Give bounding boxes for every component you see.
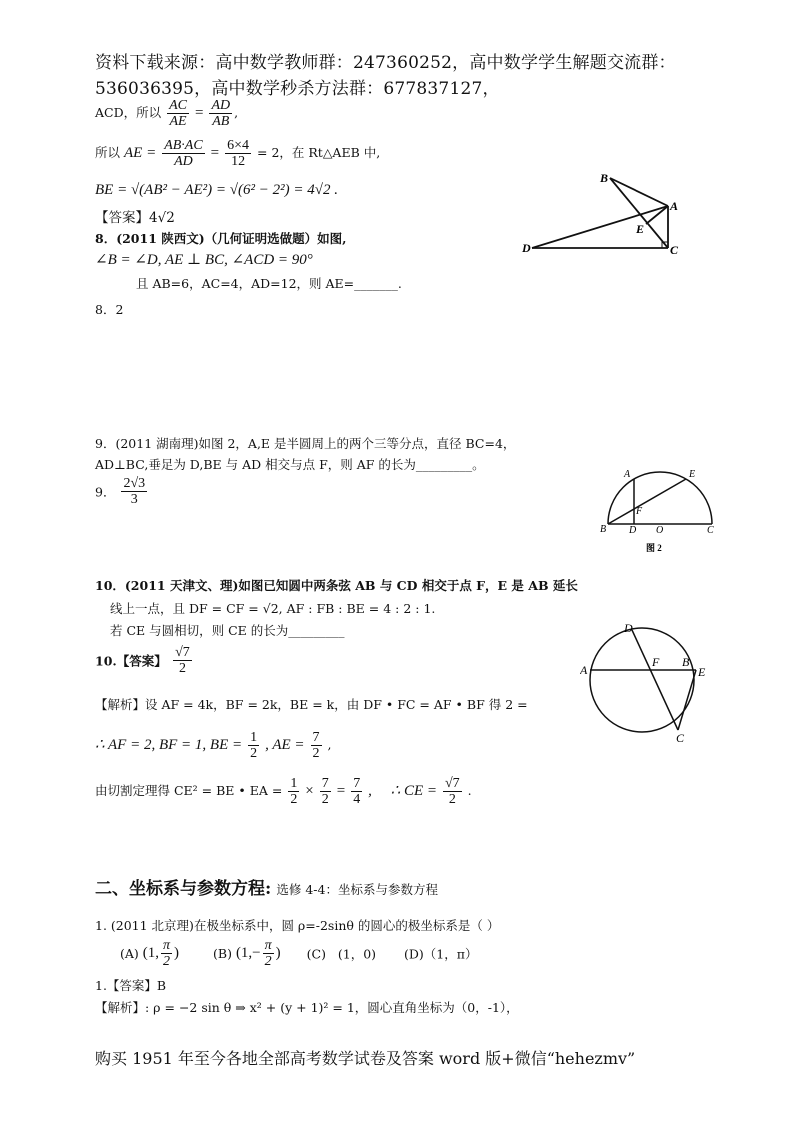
q1-line-1: 1. (2011 北京理)在极坐标系中，圆 ρ=-2sinθ 的圆心的极坐标系是（ ）: [95, 918, 500, 933]
label-a: A: [580, 663, 588, 677]
fraction: $\frac{1}{2}$: [250, 730, 258, 761]
q8-condition: ∠B = ∠D, AE ⊥ BC, ∠ACD = 90°: [95, 252, 313, 268]
q10-line-1: 10．(2011 天津文、理)如图已知圆中两条弦 AB 与 CD 相交于点 F，E 是 AB 延长: [95, 578, 578, 593]
label-e: E: [636, 222, 645, 236]
label-a: A: [670, 199, 679, 213]
label-c: C: [707, 525, 714, 536]
label-c: C: [676, 731, 685, 745]
fraction: $\frac{√7}{2}$: [445, 776, 460, 807]
fraction: $\frac{\pi}{2}$: [264, 938, 272, 969]
fraction: $\frac{2√3}{3}$: [123, 476, 146, 507]
label-d: D: [629, 525, 637, 536]
fraction: $\frac{7}{2}$: [321, 776, 329, 807]
q8-figure: [520, 166, 690, 262]
p7-answer: 【答案】4√2: [95, 210, 175, 226]
label-e: E: [689, 469, 696, 480]
q1-answer: 1.【答案】B: [95, 978, 167, 993]
label-f: F: [652, 655, 660, 669]
fraction: $\frac{√7}{2}$: [175, 645, 190, 676]
header-line-2: 536036395，高中数学秒杀方法群：677837127，: [95, 79, 500, 99]
label-b: B: [600, 171, 609, 185]
q1-analysis: 【解析】: ρ = −2 sin θ ⇒ x² + (y + 1)² = 1，圆心直角坐标为（0，-1），: [95, 1000, 519, 1015]
fraction: $\frac{7}{2}$: [312, 730, 320, 761]
fraction: $\frac{AB\cdot AC}{AD}$: [164, 138, 203, 169]
label-o: O: [656, 525, 664, 536]
p7-line-1: ACD，所以 $\frac{AC}{AE}$ = $\frac{AD}{AB}$ ,: [95, 98, 239, 129]
p7-line-3: BE = √(AB² − AE²) = √(6² − 2²) = 4√2 .: [95, 182, 338, 198]
q10-analysis-2: ∴ AF = 2, BF = 1, BE = $\frac{1}{2}$ , AE = $\frac{7}{2}$ ,: [95, 730, 332, 761]
p7-prefix: ACD，所以: [95, 105, 162, 120]
label-d: D: [624, 621, 633, 635]
figure-caption: 图 2: [646, 543, 662, 553]
fraction: $\frac{7}{4}$: [353, 776, 361, 807]
fraction: $\frac{1}{2}$: [290, 776, 298, 807]
label-e: E: [698, 665, 706, 679]
header-line-1: 资料下载来源：高中数学教师群：247360252，高中数学学生解题交流群：: [95, 53, 676, 73]
section-heading: [95, 874, 438, 899]
q10-figure: [580, 618, 710, 748]
q8-answer: 8．2: [95, 302, 124, 317]
q9-line-1: 9．(2011 湖南理)如图 2，A,E 是半圆周上的两个三等分点，直径 BC=4，: [95, 436, 516, 451]
section-subtitle: 选修 4-4：坐标系与参数方程: [276, 882, 438, 897]
label-c: C: [670, 243, 679, 257]
q8-title: 8．(2011 陕西文)（几何证明选做题）如图,: [95, 231, 347, 246]
q9-answer: 9． $\frac{2√3}{3}$: [95, 476, 146, 507]
label-b: B: [600, 524, 607, 535]
label-a: A: [624, 469, 631, 480]
q10-analysis-3: 由切割定理得 CE² = BE • EA = $\frac{1}{2}$ × $\frac{7}{2}$ = $\frac{7}{4}$ , ∴ CE = $\frac{√7}{2}$ .: [95, 776, 472, 807]
q9-figure: [594, 462, 718, 558]
q10-analysis-1: 【解析】设 AF = 4k，BF = 2k，BE = k，由 DF • FC = AF • BF 得 2 =: [95, 697, 528, 712]
fraction: $\frac{AC}{AE}$: [169, 98, 187, 129]
section-title: 二、坐标系与参数方程:: [95, 879, 272, 899]
q10-line-2: 线上一点，且 DF = CF = √2, AF : FB : BE = 4 : 2 : 1.: [110, 601, 436, 616]
label-f: F: [636, 506, 643, 517]
q10-line-3: 若 CE 与圆相切，则 CE 的长为_________: [110, 623, 345, 638]
footer-text: 购买 1951 年至今各地全部高考数学试卷及答案 word 版+微信“hehezmv”: [95, 1049, 636, 1068]
fraction: $\frac{\pi}{2}$: [163, 938, 171, 969]
label-d: D: [522, 241, 531, 255]
q8-given: 且 AB=6，AC=4，AD=12，则 AE=_______.: [136, 276, 402, 291]
label-b: B: [682, 655, 690, 669]
q1-options: (A) (1, $\frac{\pi}{2}$ ) (B) (1,− $\frac{\pi}{2}$ ) (C) (1，0) (D)（1，π）: [120, 938, 478, 969]
p7-line-2: 所以 AE = $\frac{AB\cdot AC}{AD}$ = $\frac{6\times 4}{12}$ = 2，在 Rt△AEB 中,: [95, 138, 381, 169]
fraction: $\frac{6\times 4}{12}$: [227, 138, 250, 169]
fraction: $\frac{AD}{AB}$: [211, 98, 231, 129]
q10-answer: 10.【答案】 $\frac{√7}{2}$: [95, 645, 190, 676]
q9-line-2: AD⊥BC,垂足为 D,BE 与 AD 相交与点 F，则 AF 的长为_________。: [95, 457, 485, 472]
